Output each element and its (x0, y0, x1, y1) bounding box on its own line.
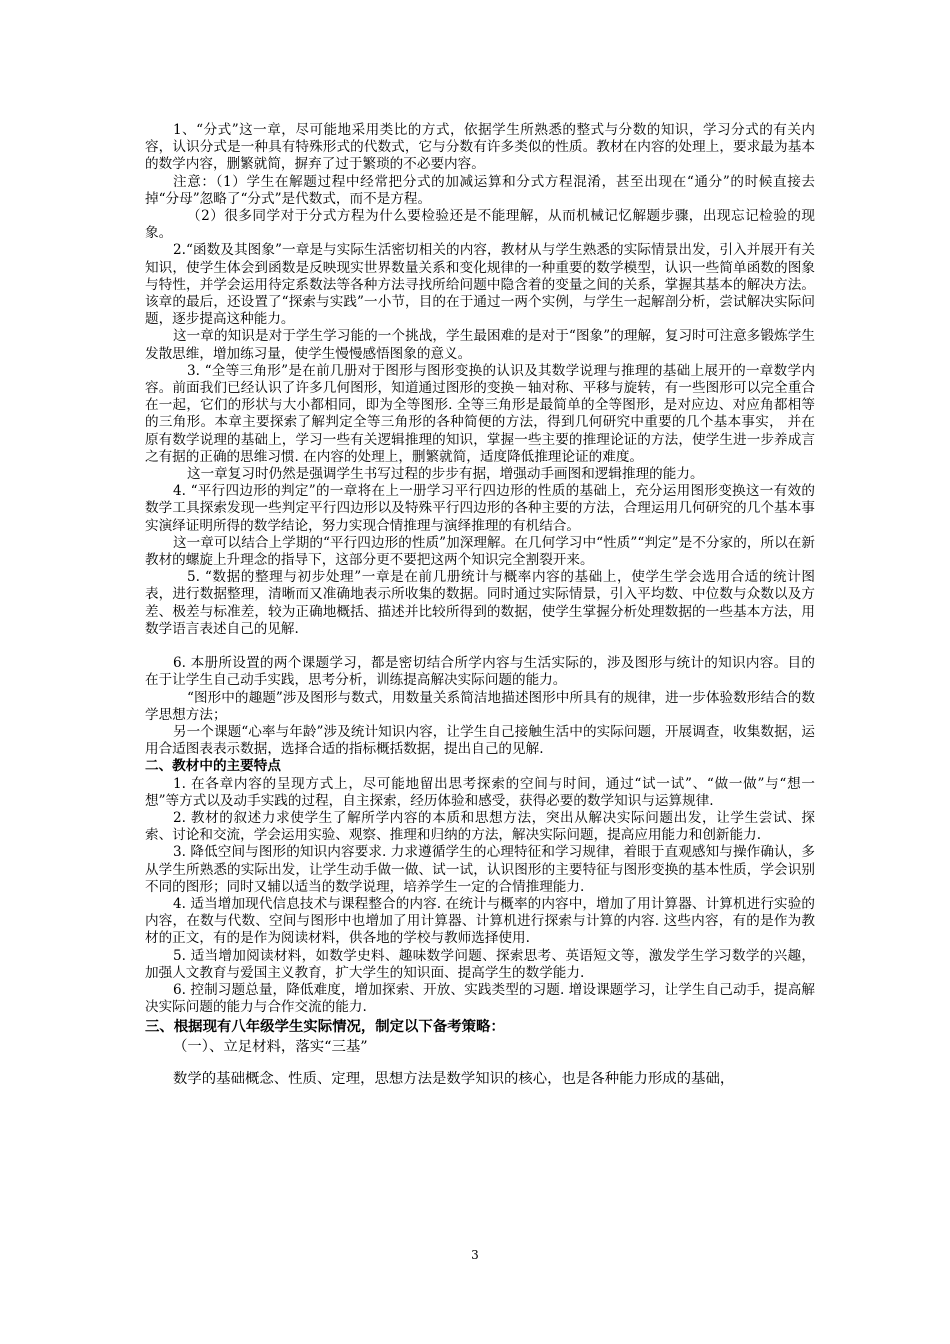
paragraph: “图形中的趣题”涉及图形与数式，用数量关系简洁地描述图形中所具有的规律，进一步体验数形结合的数学思想方法； (145, 689, 815, 723)
paragraph: 3. 降低空间与图形的知识内容要求. 力求遵循学生的心理特征和学习规律，着眼于直观感知与操作确认，多从学生所熟悉的实际出发，让学生动手做一做、试一试，认识图形的主要特征与图形变换的基本性质，学会识别不同的图形；同时又辅以适当的数学说理，培养学生一定的合情推理能力. (145, 844, 815, 895)
paragraph: （2）很多同学对于分式方程为什么要检验还是不能理解，从而机械记忆解题步骤，出现忘记检验的现象。 (145, 208, 815, 242)
paragraph: 这一章复习时仍然是强调学生书写过程的步步有据，增强动手画图和逻辑推理的能力。 (187, 466, 704, 483)
paragraph: 注意：（1）学生在解题过程中经常把分式的加减运算和分式方程混淆，甚至出现在“通分”的时候直接去掉“分母”忽略了“分式”是代数式，而不是方程。 (145, 173, 815, 207)
paragraph: 4. 适当增加现代信息技术与课程整合的内容. 在统计与概率的内容中，增加了用计算器、计算机进行实验的内容，在数与代数、空间与图形中也增加了用计算器、计算机进行探索与计算的内容. 这些内容，有的是作为教材的正文，有的是作为阅读材料，供各地的学校与教师选择使用. (145, 895, 815, 947)
section-heading-2: 二、教材中的主要特点 (145, 758, 281, 775)
paragraph: 6. 本册所设置的两个课题学习，都是密切结合所学内容与生活实际的，涉及图形与统计的知识内容。目的在于让学生自己动手实践，思考分析，训练提高解决实际问题的能力。 (145, 655, 815, 689)
paragraph: 3. “全等三角形”是在前几册对于图形与图形变换的认识及其数学说理与推理的基础上展开的一章数学内容。前面我们已经认识了许多几何图形，知道通过图形的变换－轴对称、平移与旋转，有一些图形可以完全重合在一起，它们的形状与大小都相同，即为全等图形. 全等三角形是最简单的全等图形，是对应边、对应角都相等的三角形。本章主要探索了解判定全等三角形的各种简便的方法，得到几何研究中重要的几个基本事实， 并在原有数学说理的基础上，学习一些有关逻辑推理的知识，掌握一些主要的推理论证的方法，使学生进一步养成言之有据的正确的思维习惯. 在内容的处理上，删繁就简，适度降低推理论证的难度。 (145, 362, 815, 465)
paragraph: 1. 在各章内容的呈现方式上，尽可能地留出思考探索的空间与时间，通过“试一试”、“做一做”与“想一想”等方式以及动手实践的过程，自主探索，经历体验和感受，获得必要的数学知识与运算规律. (145, 775, 815, 809)
document-body (145, 122, 815, 1094)
paragraph: 另一个课题“心率与年龄”涉及统计知识内容，让学生自己接触生活中的实际问题，开展调查，收集数据，运用合适图表表示数据，选择合适的指标概括数据，提出自己的见解. (145, 723, 815, 758)
paragraph: 5. “数据的整理与初步处理”一章是在前几册统计与概率内容的基础上，使学生学会选用合适的统计图表，进行数据整理，清晰而又准确地表示所收集的数据。同时通过实际情景，引入平均数、中位数与众数以及方差、极差与标准差，较为正确地概括、描述并比较所得到的数据，使学生掌握分析处理数据的一些基本方法，用数学语言表述自己的见解. (145, 569, 815, 637)
page-number: 3 (471, 1248, 479, 1262)
paragraph: 这一章可以结合上学期的“平行四边形的性质”加深理解。在几何学习中“性质”“判定”是不分家的，所以在新教材的螺旋上升理念的指导下，这部分更不要把这两个知识完全割裂开来。 (145, 534, 815, 569)
paragraph: 5. 适当增加阅读材料，如数学史料、趣味数学问题、探索思考、英语短文等，激发学生学习数学的兴趣，加强人文教育与爱国主义教育，扩大学生的知识面、提高学生的数学能力. (145, 947, 815, 981)
paragraph: 2. 教材的叙述力求使学生了解所学内容的本质和思想方法，突出从解决实际问题出发，让学生尝试、探索、讨论和交流，学会运用实验、观察、推理和归纳的方法，解决实际问题，提高应用能力和创新能力. (145, 809, 815, 844)
paragraph: 这一章的知识是对于学生学习能的一个挑战，学生最困难的是对于“图象”的理解，复习时可注意多锻炼学生发散思维，增加练习量，使学生慢慢感悟图象的意义。 (145, 328, 815, 362)
paragraph: 1、“分式”这一章，尽可能地采用类比的方式，依据学生所熟悉的整式与分数的知识，学习分式的有关内容，认识分式是一种具有特殊形式的代数式，它与分数有许多类似的性质。教材在内容的处理上，要求最为基本的数学内容，删繁就简，摒弃了过于繁琐的不必要内容。 (145, 122, 815, 173)
section-heading-3: 三、根据现有八年级学生实际情况，制定以下备考策略： (145, 1018, 505, 1036)
paragraph: 数学的基础概念、性质、定理，思想方法是数学知识的核心，也是各种能力形成的基础， (173, 1071, 735, 1088)
subsection-heading: （一）、立足材料，落实“三基” (173, 1039, 368, 1056)
paragraph: 2.“函数及其图象”一章是与实际生活密切相关的内容，教材从与学生熟悉的实际情景出发，引入并展开有关知识，使学生体会到函数是反映现实世界数量关系和变化规律的一种重要的数学模型，认识一些简单函数的图象与特性，并学会运用待定系数法等各种方法寻找所给问题中隐含着的变量之间的关系，掌握其基本的解决方法。该章的最后，还设置了“探索与实践”一小节，目的在于通过一两个实例，与学生一起解剖分析，尝试解决实际问题，逐步提高这种能力。 (145, 242, 815, 328)
paragraph: 4. “平行四边形的判定”的一章将在上一册学习平行四边形的性质的基础上，充分运用图形变换这一有效的数学工具探索发现一些判定平行四边形以及特殊平行四边形的各种主要的方法，合理运用几何研究的几个基本事实演绎证明所得的数学结论，努力实现合情推理与演绎推理的有机结合。 (145, 483, 815, 534)
blank-line (145, 638, 815, 655)
paragraph: 6. 控制习题总量，降低难度，增加探索、开放、实践类型的习题. 增设课题学习，让学生自己动手，提高解决实际问题的能力与合作交流的能力. (145, 981, 815, 1016)
